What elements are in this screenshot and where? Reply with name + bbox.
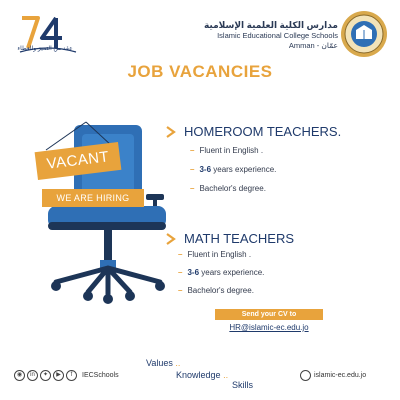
linkedin-icon[interactable]: in <box>27 370 38 381</box>
motto-word: Skills <box>232 380 254 390</box>
requirement-text: Fluent in English . <box>199 146 264 155</box>
bullet-dash: – <box>190 184 195 193</box>
school-name-arabic: مدارس الكلية العلمية الإسلامية <box>203 20 338 30</box>
job-title-math: MATH TEACHERS <box>184 231 295 246</box>
school-city: Amman - عمّان <box>288 41 338 50</box>
hiring-banner-text: WE ARE HIRING <box>56 193 130 203</box>
globe-icon <box>300 370 311 381</box>
requirement-item <box>178 268 264 277</box>
bullet-dash: – <box>178 286 183 295</box>
camera-icon[interactable]: ◉ <box>14 370 25 381</box>
motto-dots: .. <box>223 370 229 380</box>
requirement-text: years experience. <box>211 165 277 174</box>
motto-values <box>146 358 180 368</box>
job-title-homeroom: HOMEROOM TEACHERS. <box>184 124 342 139</box>
youtube-icon[interactable]: ▶ <box>53 370 64 381</box>
facebook-icon[interactable]: f <box>66 370 77 381</box>
bullet-dash: – <box>178 250 183 259</box>
anniversary-tagline: عقد من التميز والعطاء <box>17 46 73 52</box>
requirement-item <box>178 286 254 295</box>
bullet-dash: – <box>178 268 183 277</box>
send-cv-label: Send your CV to <box>241 311 297 318</box>
chevron-right-icon <box>166 233 176 245</box>
requirement-text: Bachelor's degree. <box>187 286 254 295</box>
requirement-text: Fluent in English . <box>187 250 252 259</box>
requirement-item <box>190 146 263 155</box>
motto-skills <box>232 380 253 390</box>
requirement-item <box>190 184 266 193</box>
social-handle[interactable]: IECSchools <box>82 371 119 379</box>
requirement-highlight: 3-6 <box>199 165 212 174</box>
page-title: JOB VACANCIES <box>127 62 273 81</box>
social-links <box>14 369 119 381</box>
motto-word: Knowledge <box>176 370 221 380</box>
requirement-text: years experience. <box>199 268 265 277</box>
bullet-dash: – <box>190 165 195 174</box>
chevron-right-icon <box>166 126 176 138</box>
motto-dots: .. <box>175 358 181 368</box>
twitter-icon[interactable]: ✦ <box>40 370 51 381</box>
motto-word: Values <box>146 358 173 368</box>
website-url[interactable]: islamic-ec.edu.jo <box>314 371 367 379</box>
school-seal-logo <box>340 10 388 58</box>
vacant-sign-text: VACANT <box>45 148 111 173</box>
requirement-item <box>178 250 251 259</box>
school-name-english: Islamic Educational College Schools <box>217 31 338 40</box>
website-link[interactable] <box>300 369 366 381</box>
requirement-text: Bachelor's degree. <box>199 184 266 193</box>
bullet-dash: – <box>190 146 195 155</box>
requirement-highlight: 3-6 <box>187 268 200 277</box>
office-chair-illustration <box>26 110 176 305</box>
requirement-item <box>190 165 276 174</box>
motto-knowledge <box>176 370 228 380</box>
hr-email-link[interactable]: HR@islamic-ec.edu.jo <box>229 323 309 332</box>
